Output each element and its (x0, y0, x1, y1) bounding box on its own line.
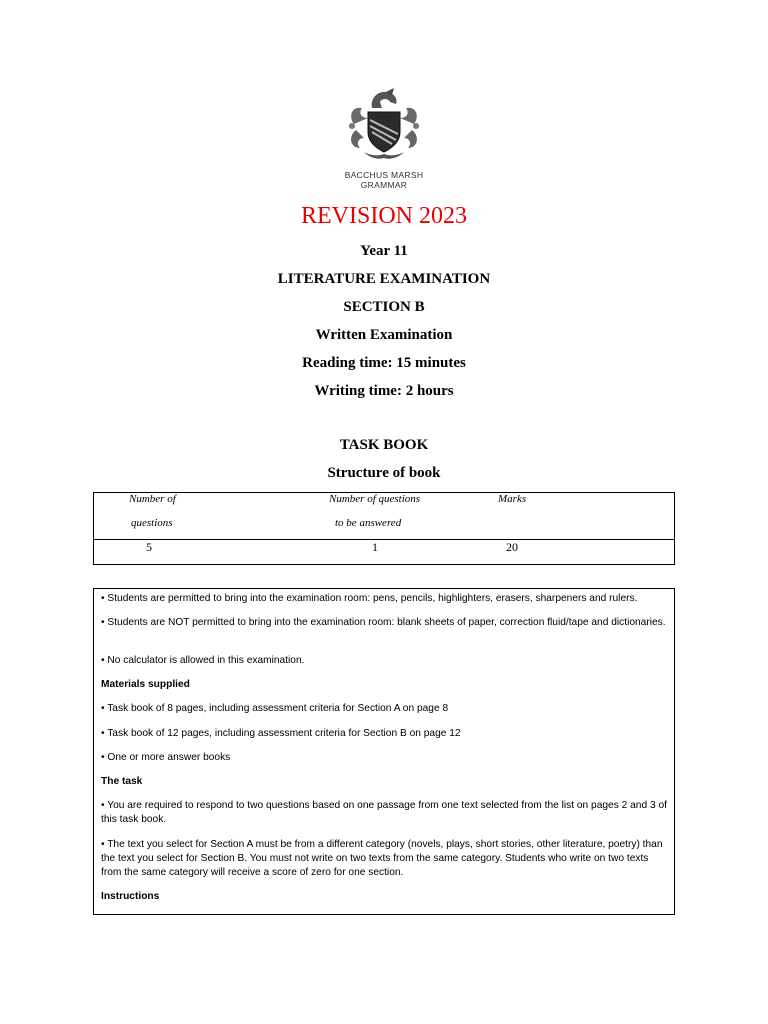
crest-icon (334, 86, 434, 166)
col-header-marks: Marks (498, 493, 527, 505)
info-paragraph: • Students are NOT permitted to bring into the examination room: blank sheets of paper, correction fluid/tape and dictionaries. (101, 617, 666, 628)
table-divider (94, 539, 674, 540)
writing-time: Writing time: 2 hours (314, 383, 454, 399)
col-header-answered-line2: to be answered (335, 517, 402, 529)
cell-answered: 1 (372, 540, 378, 554)
structure-table (93, 492, 675, 565)
cell-questions: 5 (146, 540, 152, 554)
year-heading: Year 11 (360, 243, 408, 259)
structure-heading: Structure of book (327, 465, 441, 481)
section-heading: SECTION B (343, 299, 425, 315)
info-paragraph: • The text you select for Section A must be from a different category (novels, plays, short stories, other literature, poetry) than the text you select for Section B. You must not write on two texts from the same category. Students who write on two texts from the same category will receive a score of zero for one section. (101, 839, 663, 878)
col-header-questions-line1: Number of (129, 493, 176, 505)
col-header-questions-line2: questions (131, 517, 173, 529)
logo-line1: BACCHUS MARSH (344, 170, 424, 180)
written-heading: Written Examination (315, 327, 453, 343)
task-book-heading: TASK BOOK (339, 437, 429, 453)
materials-heading: Materials supplied (101, 679, 190, 690)
info-paragraph: • Task book of 8 pages, including assessment criteria for Section A on page 8 (101, 703, 449, 714)
info-paragraph: • No calculator is allowed in this examination. (101, 655, 305, 666)
instructions-heading: Instructions (101, 891, 160, 902)
task-heading: The task (101, 776, 143, 787)
info-paragraph: • You are required to respond to two questions based on one passage from one text selected from the list on pages 2 and 3 of this task book. (101, 800, 667, 825)
col-header-answered-line1: Number of questions (329, 493, 421, 505)
reading-time: Reading time: 15 minutes (302, 355, 466, 371)
school-logo (334, 86, 434, 192)
info-paragraph: • Students are permitted to bring into the examination room: pens, pencils, highlighters, erasers, sharpeners and rulers. (101, 593, 638, 604)
logo-line2: GRAMMAR (360, 180, 408, 190)
cell-marks: 20 (506, 540, 518, 554)
info-paragraph: • Task book of 12 pages, including assessment criteria for Section B on page 12 (101, 728, 461, 739)
info-paragraph: • One or more answer books (101, 752, 231, 763)
instructions-box (93, 588, 675, 915)
exam-heading: LITERATURE EXAMINATION (277, 271, 491, 287)
page-title: REVISION 2023 (301, 203, 467, 229)
